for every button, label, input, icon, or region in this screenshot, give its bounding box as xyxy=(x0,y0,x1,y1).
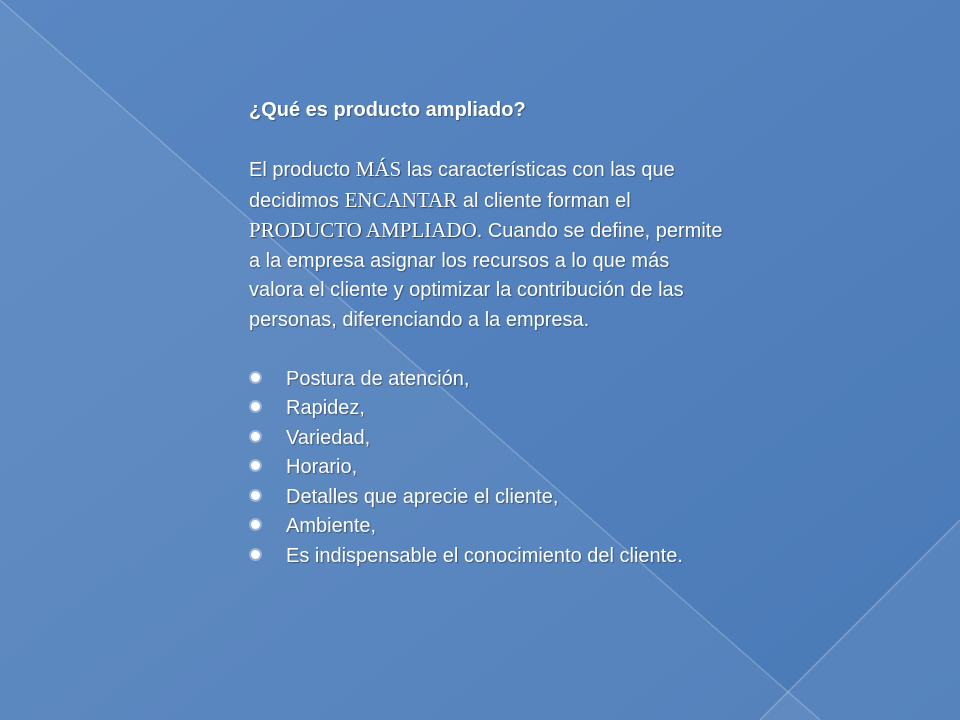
bullet-text: Es indispensable el conocimiento del cliente. xyxy=(286,544,683,567)
list-item xyxy=(249,365,729,395)
paragraph-text-3: al cliente forman el xyxy=(457,189,631,212)
bullet-text: Variedad, xyxy=(286,426,371,449)
list-item xyxy=(249,483,729,513)
bullet-text: Horario, xyxy=(286,456,358,478)
highlight-encantar: ENCANTAR xyxy=(344,187,458,212)
slide-title: ¿Qué es producto ampliado? xyxy=(249,99,526,121)
list-item xyxy=(249,542,729,572)
highlight-mas: MÁS xyxy=(355,157,402,181)
bullet-icon xyxy=(251,373,260,382)
list-item xyxy=(249,512,729,542)
paragraph-text-4: . Cuando se define, permite a la empresa asignar los recursos a lo que más valora el cliente y optimizar la contribución de las personas, diferenciando a la empresa. xyxy=(249,220,723,331)
bullet-icon xyxy=(251,402,260,411)
list-item xyxy=(249,453,729,483)
bullet-icon xyxy=(251,550,260,559)
bullet-icon xyxy=(251,461,260,470)
bullet-text: Ambiente, xyxy=(286,515,377,537)
bullet-text: Postura de atención, xyxy=(286,367,470,390)
bullet-text: Rapidez, xyxy=(286,397,365,419)
list-item xyxy=(249,394,729,424)
description-paragraph xyxy=(249,155,729,335)
bullet-icon xyxy=(251,432,260,441)
paragraph-text-1: El producto xyxy=(249,159,356,181)
bullet-text: Detalles que aprecie el cliente, xyxy=(286,485,559,508)
paragraph-text-2: las características con las que decidimos xyxy=(249,159,675,212)
list-item xyxy=(249,424,729,454)
bullet-icon xyxy=(251,491,260,500)
slide-content xyxy=(249,96,729,571)
bullet-list xyxy=(249,365,729,572)
highlight-producto-ampliado: PRODUCTO AMPLIADO xyxy=(249,218,477,242)
bullet-icon xyxy=(251,520,260,529)
